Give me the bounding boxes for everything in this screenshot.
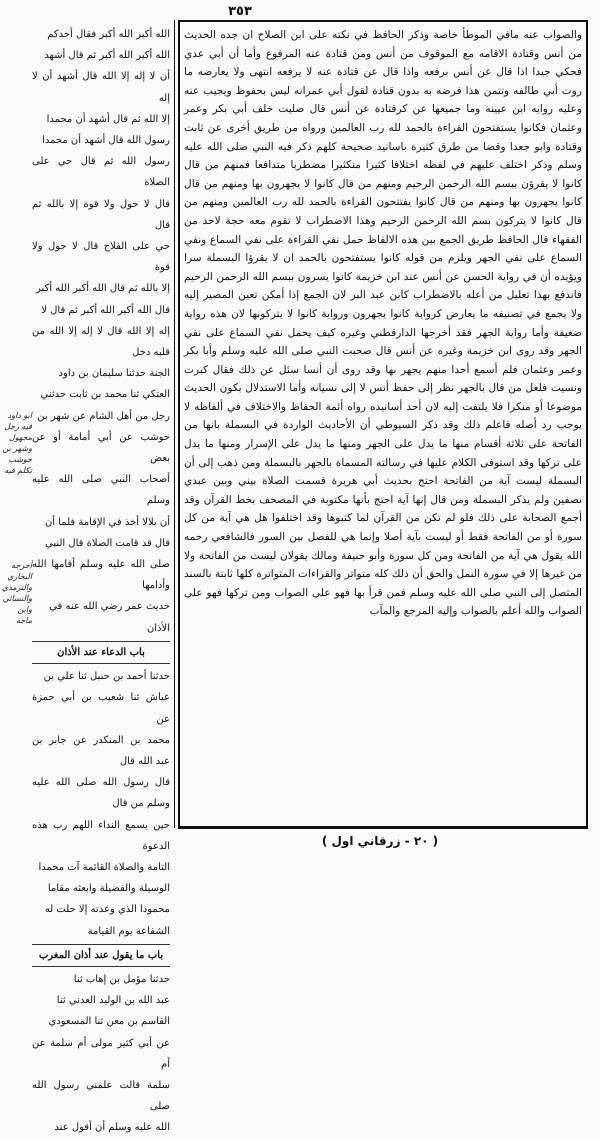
margin-note: أخرجه البخاري والترمذي والنسائي وابن ماجه xyxy=(1,561,32,625)
section-heading: باب ما يقول عند أذان المغرب xyxy=(32,944,170,967)
main-line: صلى الله عليه وسلم أقامها الله وأدامها xyxy=(32,559,170,592)
margin-note: ابو داود فيه رجل مجهول وشهر بن حوشب تكلم فيه xyxy=(2,411,32,475)
main-line: الله أكبر الله أكبر فقال أحدكم xyxy=(47,29,170,40)
main-line: رسول الله قال أشهد أن محمدا xyxy=(42,135,170,147)
footer-signature: ( ٢٠ - زرقاني اول ) xyxy=(321,834,439,848)
main-line: إلا الله ثم قال أشهد أن محمدا xyxy=(46,113,170,125)
main-line: الشفاعة يوم القيامة xyxy=(87,925,170,937)
page-number: ٣٥٣ xyxy=(228,4,252,19)
main-line: سلمة قالت علمني رسول الله صلى xyxy=(32,1079,170,1113)
commentary-column xyxy=(184,26,582,822)
main-line: قال الله أكبر الله أكبر ثم قال لا xyxy=(41,304,170,316)
main-line: إلا بالله ثم قال الله أكبر الله أكبر xyxy=(36,283,170,295)
main-line: الله عليه وسلم أن أقول عند xyxy=(54,1122,170,1134)
main-line: قال لا حول ولا قوة إلا بالله ثم قال xyxy=(32,198,170,231)
main-line: القاسم بن معن ثنا المسعودي xyxy=(48,1016,170,1028)
main-line: قال رسول الله صلى الله عليه وسلم من قال xyxy=(32,777,170,810)
main-line: أن بلالا أخذ في الإقامة فلما أن xyxy=(44,516,170,528)
main-line: محمودا الذي وعدته إلا حلت له xyxy=(44,904,170,916)
main-line: قال قد قامت الصلاة قال النبي xyxy=(44,537,170,549)
main-line: عياش ثنا شعيب بن أبي حمزة عن xyxy=(32,692,170,725)
main-line: حين يسمع النداء اللهم رب هذه الدعوة xyxy=(32,819,170,852)
commentary-text: والصواب عنه مافي الموطأ خاصة وذكر الحافظ في نكته على ابن الصلاح ان جده الحديث من أنس وقتادة الاقامه مع الموقوف من أنس ومن قتادة عنه المرفوع وأما أن أبي عدي فحكي جيدا اذا قال عن أنس برفعه واذا قال عن قتادة عنه لا يرفعه انتهى ولا يعارضه ما روت أبي طالفه وتتمن هذا فرضه به بدون قتادة لقول أبي عمرانه ليس بحفوظ ويجيب عنه وعليه روايه ابن عيينه وما جميعها عن كرقتادة عن أنس قال صليت خلف أبي بكر وعمر وعثمان فكانوا يستفتحون القراءة بالحمد لله رب العالمين ورواه من طريق أخرى عن ثابت وقتادة وابو جعدا وقضا من طرق كثيرة باسانيد صحيحة كلهم ذكر فيه النبي صلى الله عليه وسلم وذكر اختلف عليهم في لفظه اختلافا كثيرا متكثيرا مضطربا متدافعا فمنهم من قال كانوا لا يقرؤن ببسم الله الرحمن الرحيم ومنهم من قال كانوا لا يجهرون بها ومنهم من قال كانوا يجهرون بها ومنهم من قال كانوا يفتتحون القراءة بالحمد لله رب العالمين ومنهم من قال كانوا لا يتركون بسم الله الرحمن الرحيم وهذا الاضطراب لا تقوم معه حجة لاحد من الفقهاء قال الحافظ طريق الجمع بين هذه الالفاظ حمل نفي القراءة على نفي السماع ونفي السماع على نفي الجهر ويلزم من قوله كانوا يستفتحون بالحمد ان لا يقرؤا البسملة سرا ويؤيده أن في رواية الحسن عن أنس عند ابن خزيمة كانوا يسرون ببسم الله الرحمن الرحيم فاندفع بهذا تعليل من أعله بالاضطراب كابن عبد البر لان الجمع إذا أمكن تعين المصير إليه ولا يجمع في تصنيفه ما يعارض كرواية كانوا يجهرون ورواية كانوا لا يتركونها لان هذه رواية ضعيفة وأما رواية الجهر فقد أخرجها الدارقطني وغيره كيف يحمل نفي السماع على نفي الجهر وقد روى ابن خزيمة وغيره عن أنس قال صحبت النبي صلى الله عليه وسلم وأبا بكر وعمر وعثمان فلم أسمع أحدا منهم يجهر بها وقد روى أن أنسا سئل عن ذلك فقال كبرت ونسيت فلعل من قال بالجهر نظر إلى حفظ أنس لا إلى نسيانه وأما الاستدلال بكون الحديث موضوعا أو منكرا فلا يلتفت إليه لان أحد أسانيده رواه أئمة الحفاظ والاختلاف في ألفاظه لا يوجب رد أصله فاعلم ذلك وقد ذكر السيوطي أن الأحاديث الواردة في البسملة بانها من الفاتحة على ثلاثة أقسام منها ما يدل على الجهر ومنها ما يدل على الإسرار ومنها ما يدل على تركها وقد استوفى الكلام عليها في رسالته المسماة بالجهر بالبسملة ومن ذهب إلى أن البسملة ليست آية من الفاتحة احتج بحديث أبي هريرة قسمت الصلاة بيني وبين عبدي نصفين ولم يذكر البسملة ومن قال إنها آية احتج بأنها مكتوبة في المصحف بخط القرآن وقد أجمع الصحابة على ذلك فلو لم تكن من القرآن لما كتبوها وقد اختلفوا هل هي آية من كل سورة أو من الفاتحة فقط أو ليست بآية أصلا وإنما هي للفصل بين السور فالشافعي رحمه الله يقول هي آية من الفاتحة ومن كل سورة وأبو حنيفة ومالك يقولان ليست من الفاتحة ولا من غيرها إلا في سورة النمل والحق أن ذلك كله متواتر والقراءات المتواترة كلها ثابتة بالسند المتصل إلى النبي صلى الله عليه وسلم فمن قرأ بها فهو على الصواب ومن تركها فهو على الصواب والله أعلم بالصواب وإليه المرجع والمآب xyxy=(184,29,582,618)
main-line: حي على الفلاح قال لا حول ولا قوة xyxy=(32,241,170,274)
main-line: الأذان xyxy=(146,622,170,634)
main-line: عن أبي كثير مولى أم سلمة عن أم xyxy=(32,1037,170,1070)
main-line: أصحاب النبي صلى الله عليه وسلم xyxy=(32,474,170,507)
main-line: حديث عمر رضي الله عنه في xyxy=(49,601,170,613)
main-line: العتكي ثنا محمد بن ثابت حدثني xyxy=(40,389,170,401)
main-line: حدثنا مؤمل بن إهاب ثنا xyxy=(73,973,170,985)
section-heading: باب الدعاء عند الأذان xyxy=(32,641,170,664)
main-line: أن لا إله إلا الله قال أشهد أن لا إله xyxy=(32,71,170,104)
footer-rule xyxy=(178,828,588,829)
main-line: التامة والصلاة القائمة آت محمدا xyxy=(38,861,170,873)
main-text-column xyxy=(32,24,170,1134)
main-line: الله أكبر الله أكبر ثم قال أشهد xyxy=(44,50,170,62)
column-divider xyxy=(174,20,175,828)
main-line: الجنة حدثنا سليمان بن داود xyxy=(58,368,170,380)
main-line: حدثنا أحمد بن حنبل ثنا علي بن xyxy=(43,671,170,683)
main-line: إله إلا الله قال لا إله إلا الله من قلبه دخل xyxy=(32,325,170,359)
main-line: رسول الله ثم قال حي على الصلاة xyxy=(32,156,170,189)
main-line: حوشب عن أبي أمامة أو عن بعض xyxy=(32,431,170,465)
main-line: محمد بن المنكدر عن جابر بن عبد الله قال xyxy=(32,734,170,767)
main-line: عبد الله بن الوليد العدني ثنا xyxy=(56,995,170,1007)
main-line: رجل من أهل الشام عن شهر بن xyxy=(37,410,170,422)
main-line: الوسيلة والفضيلة وابعثه مقاما xyxy=(47,883,170,895)
